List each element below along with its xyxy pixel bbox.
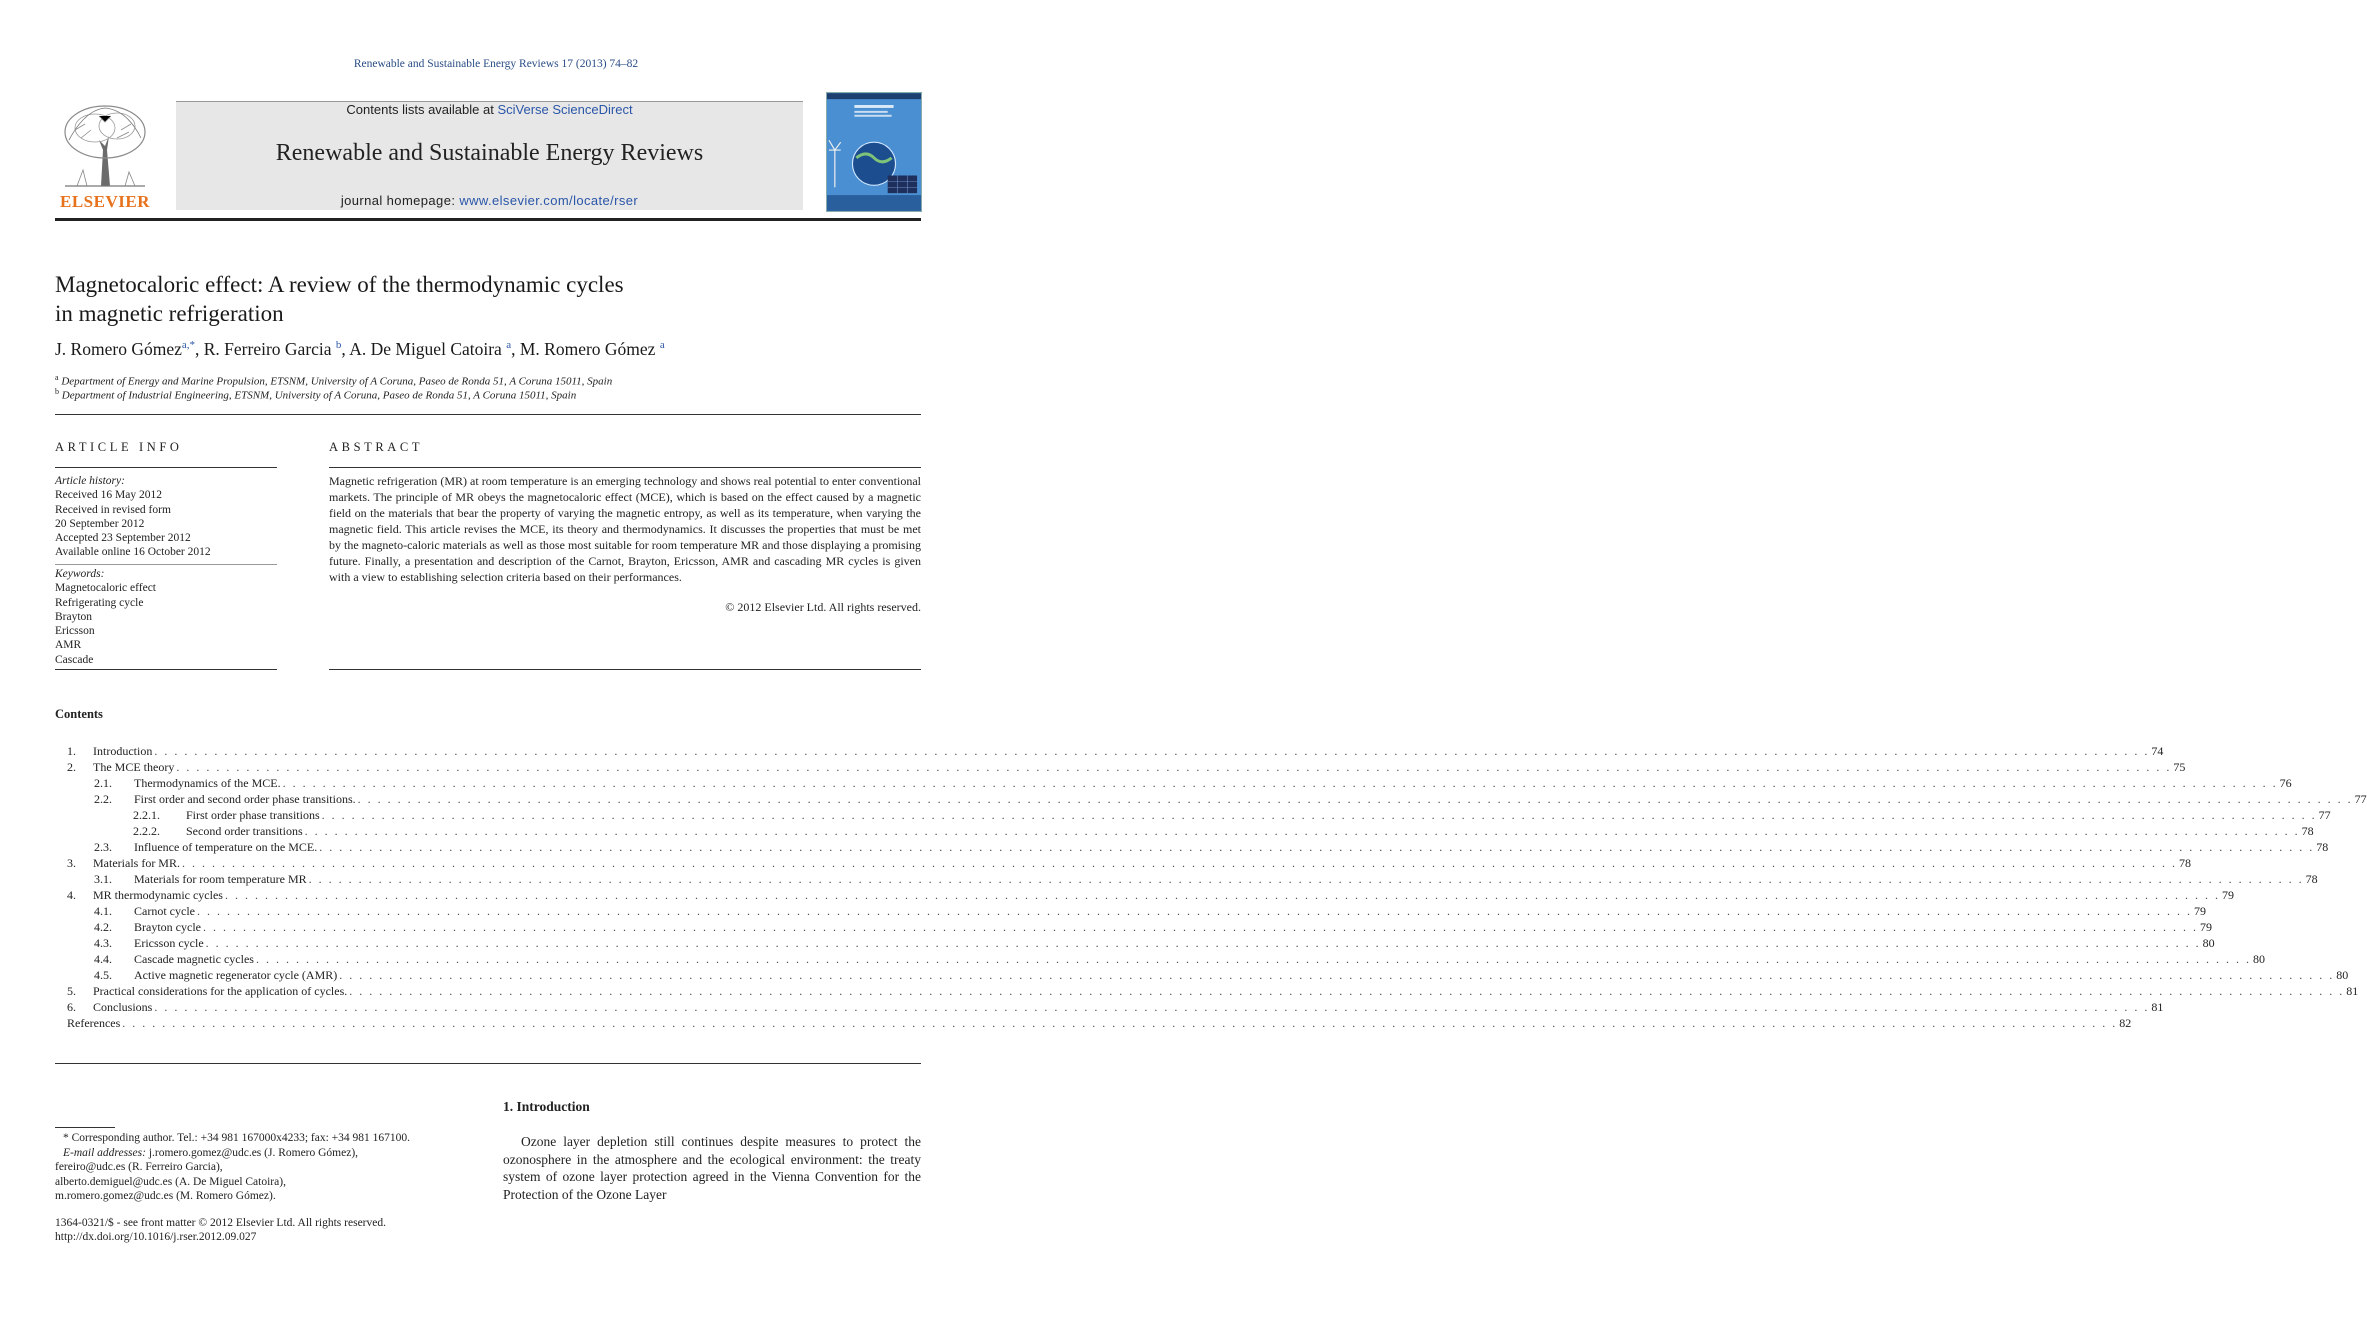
email-entry[interactable]: j.romero.gomez@udc.es (J. Romero Gómez),	[148, 1146, 359, 1159]
corresponding-author-note: * Corresponding author. Tel.: +34 981 167000x4233; fax: +34 981 167100.	[63, 1132, 411, 1144]
toc-entry-number: 1.	[67, 744, 76, 758]
contents-heading: Contents	[55, 707, 103, 721]
history-label: Article history:	[55, 475, 125, 487]
author-name: J. Romero Gómez	[55, 339, 182, 359]
sciencedirect-link[interactable]: SciVerse ScienceDirect	[497, 102, 633, 117]
history-entry: Received 16 May 2012	[55, 489, 162, 502]
keywords	[55, 567, 277, 667]
article-info-rule	[55, 467, 277, 468]
toc-entry-number: 5.	[67, 984, 76, 998]
toc-entry-page[interactable]: 82	[2119, 1016, 2132, 1030]
issn-note: 1364-0321/$ - see front matter © 2012 Elsevier Ltd. All rights reserved.	[55, 1217, 386, 1229]
toc-entry-title[interactable]: Thermodynamics of the MCE.	[134, 776, 281, 790]
toc-entry[interactable]	[67, 791, 2367, 807]
toc-leader-dots: . . . . . . . . . . . . . . . . . . . . . . . . . . . . . . . . . . . . . . . . . . . . . . . . . . . . . . . . . . . . . . . . . . . . . . . . . . . . . . . . . . . . . . . . . . . . . . . . . . . . . . . . . . . . . . . . . . . . . . . . . . . . . . . . . . . . . . . . . . . . . . . . . . . . . . . . . . . . . . . . . . . . . . . . . . . . . . . . . . . . . . . . . . . . . . . . . . . . . . . .	[224, 888, 2220, 902]
abstract-rule	[329, 467, 921, 468]
toc-entry-page[interactable]: 79	[2193, 904, 2206, 918]
introduction-heading: 1. Introduction	[503, 1099, 590, 1114]
author-name: R. Ferreiro Garcia	[203, 339, 332, 359]
toc-entry[interactable]	[67, 935, 2215, 951]
article-title	[55, 270, 855, 328]
toc-leader-dots: . . . . . . . . . . . . . . . . . . . . . . . . . . . . . . . . . . . . . . . . . . . . . . . . . . . . . . . . . . . . . . . . . . . . . . . . . . . . . . . . . . . . . . . . . . . . . . . . . . . . . . . . . . . . . . . . . . . . . . . . . . . . . . . . . . . . . . . . . . . . . . . . . . . . . . . . . . . . . . . . . . . . . . . . . . . . . . . . . . . . . . . . . . . . . . . . . . . . . . . .	[321, 808, 2317, 822]
journal-cover-thumbnail[interactable]	[826, 92, 922, 212]
toc-entry-title[interactable]: Conclusions	[93, 1000, 153, 1014]
toc-entry-page[interactable]: 75	[2173, 760, 2186, 774]
homepage-link[interactable]: www.elsevier.com/locate/rser	[459, 193, 639, 208]
toc-entry-page[interactable]: 81	[2346, 984, 2359, 998]
keyword: AMR	[55, 639, 82, 652]
toc-entry-title[interactable]: Second order transitions	[186, 824, 303, 838]
toc-entry-title[interactable]: First order and second order phase transitions.	[134, 792, 356, 806]
author-affiliation-link[interactable]: b	[335, 339, 342, 352]
toc-entry-page[interactable]: 80	[2336, 968, 2349, 982]
keywords-bottom-rule	[55, 669, 277, 670]
toc-entry-page[interactable]: 78	[2316, 840, 2329, 854]
toc-entry-number: 2.2.1.	[133, 808, 160, 822]
journal-citation[interactable]: Renewable and Sustainable Energy Reviews 17 (2013) 74–82	[353, 58, 639, 70]
toc-entry[interactable]	[67, 839, 2329, 855]
abstract-bottom-rule	[329, 669, 921, 670]
author-separator: ,	[511, 339, 520, 359]
toc-entry-title[interactable]: References	[67, 1016, 121, 1030]
toc-entry[interactable]	[67, 775, 2292, 791]
toc-entry[interactable]	[67, 871, 2318, 887]
toc-leader-dots: . . . . . . . . . . . . . . . . . . . . . . . . . . . . . . . . . . . . . . . . . . . . . . . . . . . . . . . . . . . . . . . . . . . . . . . . . . . . . . . . . . . . . . . . . . . . . . . . . . . . . . . . . . . . . . . . . . . . . . . . . . . . . . . . . . . . . . . . . . . . . . . . . . . . . . . . . . . . . . . . . . . . . . . . . . . . . . . . . . . . . . . . . . . . . . . . . . . . . . . .	[205, 936, 2201, 950]
toc-entry-title[interactable]: Ericsson cycle	[134, 936, 204, 950]
toc-leader-dots: . . . . . . . . . . . . . . . . . . . . . . . . . . . . . . . . . . . . . . . . . . . . . . . . . . . . . . . . . . . . . . . . . . . . . . . . . . . . . . . . . . . . . . . . . . . . . . . . . . . . . . . . . . . . . . . . . . . . . . . . . . . . . . . . . . . . . . . . . . . . . . . . . . . . . . . . . . . . . . . . . . . . . . . . . . . . . . . . . . . . . . . . . . . . . . . . . . . . . . . .	[319, 840, 2315, 854]
keyword: Brayton	[55, 610, 93, 623]
toc-leader-dots: . . . . . . . . . . . . . . . . . . . . . . . . . . . . . . . . . . . . . . . . . . . . . . . . . . . . . . . . . . . . . . . . . . . . . . . . . . . . . . . . . . . . . . . . . . . . . . . . . . . . . . . . . . . . . . . . . . . . . . . . . . . . . . . . . . . . . . . . . . . . . . . . . . . . . . . . . . . . . . . . . . . . . . . . . . . . . . . . . . . . . . . . . . . . . . . . . . . . . . . .	[308, 872, 2304, 886]
toc-entry[interactable]	[67, 807, 2331, 823]
toc-entry-title[interactable]: Cascade magnetic cycles	[134, 952, 254, 966]
toc-leader-dots: . . . . . . . . . . . . . . . . . . . . . . . . . . . . . . . . . . . . . . . . . . . . . . . . . . . . . . . . . . . . . . . . . . . . . . . . . . . . . . . . . . . . . . . . . . . . . . . . . . . . . . . . . . . . . . . . . . . . . . . . . . . . . . . . . . . . . . . . . . . . . . . . . . . . . . . . . . . . . . . . . . . . . . . . . . . . . . . . . . . . . . . . . . . . . . . . . . . . . . . .	[181, 856, 2177, 870]
toc-entry[interactable]	[67, 903, 2206, 919]
journal-name: Renewable and Sustainable Energy Reviews	[275, 140, 704, 166]
email-label: E-mail addresses:	[63, 1146, 146, 1159]
keyword: Magnetocaloric effect	[55, 582, 156, 595]
toc-entry-number: 4.3.	[94, 936, 112, 950]
email-entry[interactable]: m.romero.gomez@udc.es (M. Romero Gómez).	[55, 1190, 276, 1202]
footnote-block	[55, 1131, 475, 1204]
email-entry[interactable]: alberto.demiguel@udc.es (A. De Miguel Catoira),	[55, 1175, 286, 1188]
toc-entry-number: 4.5.	[94, 968, 112, 982]
toc-entry-title[interactable]: The MCE theory	[93, 760, 175, 774]
elsevier-wordmark: ELSEVIER	[60, 192, 150, 211]
toc-entry[interactable]	[67, 887, 2234, 903]
footnote-rule	[55, 1127, 115, 1128]
toc-entry[interactable]	[67, 999, 2164, 1015]
title-rule	[55, 414, 921, 415]
toc-leader-dots: . . . . . . . . . . . . . . . . . . . . . . . . . . . . . . . . . . . . . . . . . . . . . . . . . . . . . . . . . . . . . . . . . . . . . . . . . . . . . . . . . . . . . . . . . . . . . . . . . . . . . . . . . . . . . . . . . . . . . . . . . . . . . . . . . . . . . . . . . . . . . . . . . . . . . . . . . . . . . . . . . . . . . . . . . . . . . . . . . . . . . . . . . . . . . . . . . . . . . . . .	[282, 776, 2278, 790]
toc-entry-title[interactable]: Introduction	[93, 744, 153, 758]
author-separator: ,	[341, 339, 350, 359]
toc-entry[interactable]	[67, 983, 2359, 999]
keyword: Cascade	[55, 653, 94, 666]
history-entry: Received in revised form	[55, 503, 171, 516]
toc-entry[interactable]	[67, 743, 2164, 759]
journal-homepage	[176, 193, 803, 208]
affiliation-mark: b	[55, 387, 59, 396]
article-title-line-1: Magnetocaloric effect: A review of the thermodynamic cycles	[55, 272, 624, 297]
toc-entry-number: 4.1.	[94, 904, 112, 918]
author-affiliation-link[interactable]: a	[506, 339, 512, 352]
toc-entry-page[interactable]: 78	[2178, 856, 2191, 870]
toc-entry-number: 2.	[67, 760, 76, 774]
toc-entry[interactable]	[67, 823, 2314, 839]
abstract-heading: ABSTRACT	[329, 440, 424, 454]
toc-entry-number: 4.4.	[94, 952, 112, 966]
homepage-prefix: journal homepage:	[340, 193, 460, 208]
keywords-label: Keywords:	[55, 568, 105, 580]
toc-entry-number: 2.3.	[94, 840, 112, 854]
toc-leader-dots: . . . . . . . . . . . . . . . . . . . . . . . . . . . . . . . . . . . . . . . . . . . . . . . . . . . . . . . . . . . . . . . . . . . . . . . . . . . . . . . . . . . . . . . . . . . . . . . . . . . . . . . . . . . . . . . . . . . . . . . . . . . . . . . . . . . . . . . . . . . . . . . . . . . . . . . . . . . . . . . . . . . . . . . . . . . . . . . . . . . . . . . . . . . . . . . . . . . . . . . .	[357, 792, 2353, 806]
toc-leader-dots: . . . . . . . . . . . . . . . . . . . . . . . . . . . . . . . . . . . . . . . . . . . . . . . . . . . . . . . . . . . . . . . . . . . . . . . . . . . . . . . . . . . . . . . . . . . . . . . . . . . . . . . . . . . . . . . . . . . . . . . . . . . . . . . . . . . . . . . . . . . . . . . . . . . . . . . . . . . . . . . . . . . . . . . . . . . . . . . . . . . . . . . . . . . . . . . . . . . . . . . .	[154, 744, 2150, 758]
history-entry: 20 September 2012	[55, 517, 145, 530]
abstract-body: Magnetic refrigeration (MR) at room temperature is an emerging technology and shows real potential to enter conventional markets. The principle of MR obeys the magnetocaloric effect (MCE), which is based on the effect caused by a magnetic field on the materials that bear the property of varying the magnetic entropy, as well as its temperature, when varying the magnetic field. This article revises the MCE, its theory and thermodynamics. It discusses the properties that must be met by the magneto-caloric materials as well as those most suitable for room temperature MR and those displaying a promising future. Finally, a presentation and description of the Carnot, Brayton, Ericsson, AMR and cascading MR cycles is given with a view to establishing selection criteria based on their performances.	[329, 474, 921, 584]
toc-entry-number: 2.2.	[94, 792, 112, 806]
doi-link[interactable]: http://dx.doi.org/10.1016/j.rser.2012.09.027	[55, 1231, 257, 1243]
toc-entry-title[interactable]: Carnot cycle	[134, 904, 195, 918]
toc-entry-page[interactable]: 77	[2354, 792, 2367, 806]
article-title-line-2: in magnetic refrigeration	[55, 301, 284, 326]
contents-prefix: Contents lists available at	[346, 102, 498, 117]
author-name: M. Romero Gómez	[519, 339, 656, 359]
toc-leader-dots: . . . . . . . . . . . . . . . . . . . . . . . . . . . . . . . . . . . . . . . . . . . . . . . . . . . . . . . . . . . . . . . . . . . . . . . . . . . . . . . . . . . . . . . . . . . . . . . . . . . . . . . . . . . . . . . . . . . . . . . . . . . . . . . . . . . . . . . . . . . . . . . . . . . . . . . . . . . . . . . . . . . . . . . . . . . . . . . . . . . . . . . . . . . . . . . . . . . . . . . .	[304, 824, 2300, 838]
toc-entry-page[interactable]: 79	[2221, 888, 2234, 902]
toc-leader-dots: . . . . . . . . . . . . . . . . . . . . . . . . . . . . . . . . . . . . . . . . . . . . . . . . . . . . . . . . . . . . . . . . . . . . . . . . . . . . . . . . . . . . . . . . . . . . . . . . . . . . . . . . . . . . . . . . . . . . . . . . . . . . . . . . . . . . . . . . . . . . . . . . . . . . . . . . . . . . . . . . . . . . . . . . . . . . . . . . . . . . . . . . . . . . . . . . . . . . . . . .	[255, 952, 2251, 966]
keyword: Ericsson	[55, 625, 95, 638]
affiliation-mark: a	[55, 373, 59, 382]
toc-entry-number: 4.	[67, 888, 76, 902]
keyword: Refrigerating cycle	[55, 596, 144, 609]
affiliation-text: Department of Energy and Marine Propulsion, ETSNM, University of A Coruna, Paseo de Ronda 51, A Coruna 15011, Spain	[61, 375, 613, 388]
toc-leader-dots: . . . . . . . . . . . . . . . . . . . . . . . . . . . . . . . . . . . . . . . . . . . . . . . . . . . . . . . . . . . . . . . . . . . . . . . . . . . . . . . . . . . . . . . . . . . . . . . . . . . . . . . . . . . . . . . . . . . . . . . . . . . . . . . . . . . . . . . . . . . . . . . . . . . . . . . . . . . . . . . . . . . . . . . . . . . . . . . . . . . . . . . . . . . . . . . . . . . . . . . .	[339, 968, 2335, 982]
toc-entry-title[interactable]: MR thermodynamic cycles	[93, 888, 223, 902]
toc-entry-page[interactable]: 78	[2305, 872, 2318, 886]
toc-entry-number: 4.2.	[94, 920, 112, 934]
header-rule	[55, 218, 921, 221]
toc-leader-dots: . . . . . . . . . . . . . . . . . . . . . . . . . . . . . . . . . . . . . . . . . . . . . . . . . . . . . . . . . . . . . . . . . . . . . . . . . . . . . . . . . . . . . . . . . . . . . . . . . . . . . . . . . . . . . . . . . . . . . . . . . . . . . . . . . . . . . . . . . . . . . . . . . . . . . . . . . . . . . . . . . . . . . . . . . . . . . . . . . . . . . . . . . . . . . . . . . . . . . . . .	[196, 904, 2192, 918]
introduction-body: Ozone layer depletion still continues despite measures to protect the ozonosphere in the atmosphere and the ecological environment: the treaty system of ozone layer protection agreed in the Vienna Convention for the Protection of the Ozone Layer	[503, 1134, 921, 1202]
abstract-copyright: © 2012 Elsevier Ltd. All rights reserved.	[725, 600, 921, 614]
toc-entry[interactable]	[67, 967, 2349, 983]
history-entry: Available online 16 October 2012	[55, 546, 211, 559]
article-info-heading: ARTICLE INFO	[55, 440, 183, 454]
author-affiliation-link[interactable]: a	[659, 339, 665, 352]
email-entry[interactable]: fereiro@udc.es (R. Ferreiro Garcia),	[55, 1161, 223, 1173]
toc-entry-page[interactable]: 81	[2151, 1000, 2164, 1014]
toc-entry-page[interactable]: 76	[2279, 776, 2292, 790]
toc-entry-number: 2.2.2.	[133, 824, 160, 838]
toc-entry-page[interactable]: 80	[2252, 952, 2265, 966]
toc-entry[interactable]	[67, 951, 2265, 967]
toc-leader-dots: . . . . . . . . . . . . . . . . . . . . . . . . . . . . . . . . . . . . . . . . . . . . . . . . . . . . . . . . . . . . . . . . . . . . . . . . . . . . . . . . . . . . . . . . . . . . . . . . . . . . . . . . . . . . . . . . . . . . . . . . . . . . . . . . . . . . . . . . . . . . . . . . . . . . . . . . . . . . . . . . . . . . . . . . . . . . . . . . . . . . . . . . . . . . . . . . . . . . . . . .	[176, 760, 2172, 774]
toc-leader-dots: . . . . . . . . . . . . . . . . . . . . . . . . . . . . . . . . . . . . . . . . . . . . . . . . . . . . . . . . . . . . . . . . . . . . . . . . . . . . . . . . . . . . . . . . . . . . . . . . . . . . . . . . . . . . . . . . . . . . . . . . . . . . . . . . . . . . . . . . . . . . . . . . . . . . . . . . . . . . . . . . . . . . . . . . . . . . . . . . . . . . . . . . . . . . . . . . . . . . . . . .	[202, 920, 2198, 934]
toc-leader-dots: . . . . . . . . . . . . . . . . . . . . . . . . . . . . . . . . . . . . . . . . . . . . . . . . . . . . . . . . . . . . . . . . . . . . . . . . . . . . . . . . . . . . . . . . . . . . . . . . . . . . . . . . . . . . . . . . . . . . . . . . . . . . . . . . . . . . . . . . . . . . . . . . . . . . . . . . . . . . . . . . . . . . . . . . . . . . . . . . . . . . . . . . . . . . . . . . . . . . . . . .	[122, 1016, 2118, 1030]
toc-entry[interactable]	[67, 855, 2191, 871]
affiliation-a	[55, 373, 921, 388]
toc-entry-page[interactable]: 74	[2151, 744, 2164, 758]
toc-entry[interactable]	[67, 1015, 2132, 1031]
toc-entry-title[interactable]: First order phase transitions	[186, 808, 320, 822]
toc-entry-number: 6.	[67, 1000, 76, 1014]
toc-entry-number: 3.	[67, 856, 76, 870]
toc-entry-page[interactable]: 80	[2202, 936, 2215, 950]
toc-entry[interactable]	[67, 759, 2186, 775]
toc-entry-title[interactable]: Materials for room temperature MR	[134, 872, 307, 886]
toc-entry-title[interactable]: Materials for MR.	[93, 856, 180, 870]
article-history	[55, 474, 277, 560]
author-separator: ,	[195, 339, 204, 359]
contents-availability	[176, 102, 803, 117]
toc-entry-number: 2.1.	[94, 776, 112, 790]
toc-leader-dots: . . . . . . . . . . . . . . . . . . . . . . . . . . . . . . . . . . . . . . . . . . . . . . . . . . . . . . . . . . . . . . . . . . . . . . . . . . . . . . . . . . . . . . . . . . . . . . . . . . . . . . . . . . . . . . . . . . . . . . . . . . . . . . . . . . . . . . . . . . . . . . . . . . . . . . . . . . . . . . . . . . . . . . . . . . . . . . . . . . . . . . . . . . . . . . . . . . . . . . . .	[349, 984, 2345, 998]
toc-entry-title[interactable]: Practical considerations for the application of cycles.	[93, 984, 348, 998]
author-list	[55, 339, 921, 360]
affiliation-text: Department of Industrial Engineering, ETSNM, University of A Coruna, Paseo de Ronda 51, A Coruna 15011, Spain	[61, 389, 577, 402]
toc-entry-page[interactable]: 79	[2199, 920, 2212, 934]
history-keywords-rule	[55, 564, 277, 565]
affiliation-b	[55, 387, 921, 402]
author-name: A. De Miguel Catoira	[349, 339, 502, 359]
toc-entry-title[interactable]: Brayton cycle	[134, 920, 201, 934]
history-entry: Accepted 23 September 2012	[55, 532, 191, 545]
toc-entry-title[interactable]: Influence of temperature on the MCE.	[134, 840, 318, 854]
toc-entry-page[interactable]: 77	[2318, 808, 2331, 822]
author-affiliation-link[interactable]: a,*	[181, 339, 195, 352]
contents-bottom-rule	[55, 1063, 921, 1064]
toc-entry-title[interactable]: Active magnetic regenerator cycle (AMR)	[134, 968, 338, 982]
toc-entry-number: 3.1.	[94, 872, 112, 886]
toc-leader-dots: . . . . . . . . . . . . . . . . . . . . . . . . . . . . . . . . . . . . . . . . . . . . . . . . . . . . . . . . . . . . . . . . . . . . . . . . . . . . . . . . . . . . . . . . . . . . . . . . . . . . . . . . . . . . . . . . . . . . . . . . . . . . . . . . . . . . . . . . . . . . . . . . . . . . . . . . . . . . . . . . . . . . . . . . . . . . . . . . . . . . . . . . . . . . . . . . . . . . . . . .	[154, 1000, 2150, 1014]
toc-entry-page[interactable]: 78	[2301, 824, 2314, 838]
toc-entry[interactable]	[67, 919, 2212, 935]
